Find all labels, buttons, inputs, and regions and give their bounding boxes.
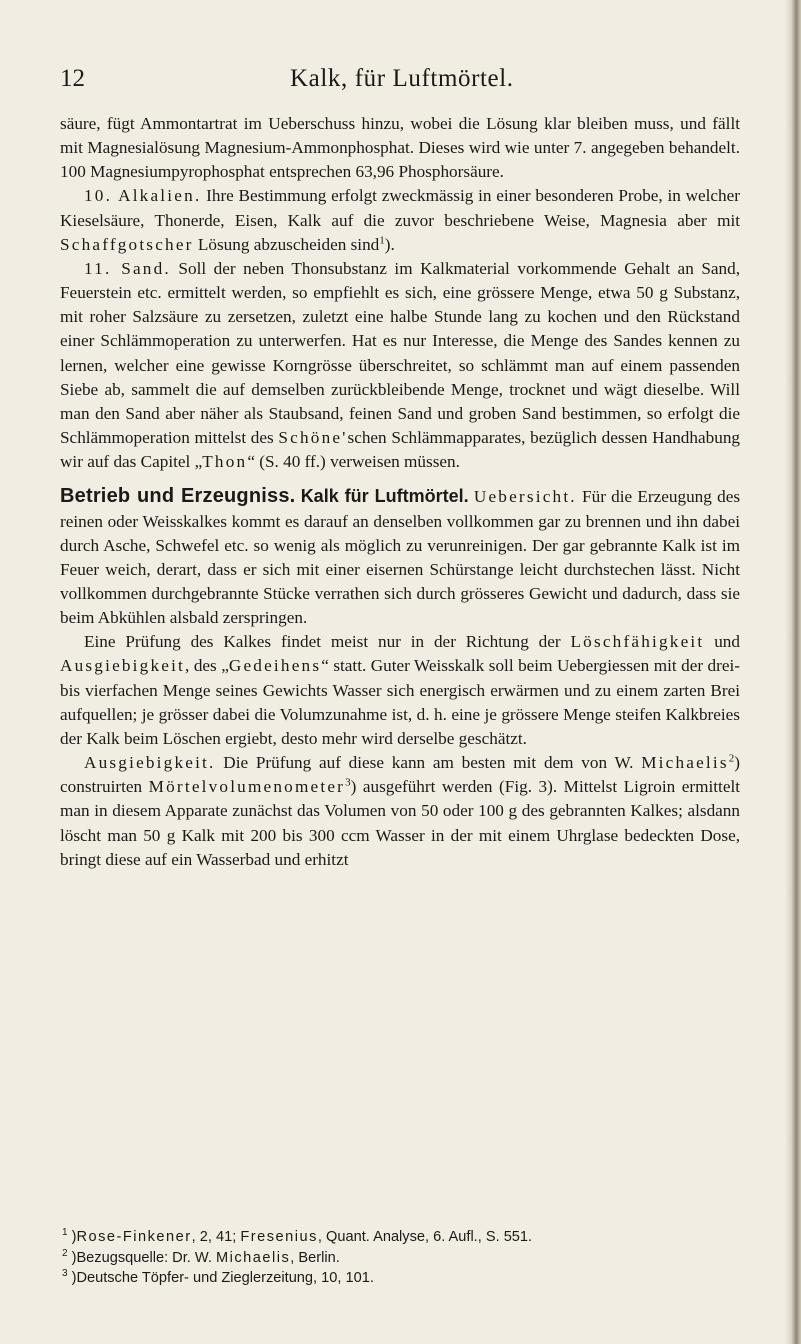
paragraph-phosphoric-acid: säure, fügt Ammontartrat im Ueberschuss hinzu, wobei die Lösung klar bleiben muss, und fällt mit Magnesialösung Magnesium-Ammonphosphat. Dieses wird wie unter 7. angegeben behandelt. 100 Magnesiumpyrophosphat entsprechen 63,96 Phosphorsäure.: [60, 114, 740, 182]
footnotes: [60, 1227, 740, 1289]
section-heading: Betrieb und Erzeugniss.: [60, 485, 296, 508]
paragraph-alkalien: 10. Alkalien. Ihre Bestimmung erfolgt zweckmässig in einer besonderen Probe, in welcher Kieselsäure, Thonerde, Eisen, Kalk auf die zuvor beschriebene Weise, Magnesia aber mit Schaffgotscher Lösung abzuscheiden sind$^1$).: [60, 186, 740, 254]
term-ausgiebigkeit: Ausgiebigkeit: [60, 656, 186, 676]
author-name: Fresenius: [240, 1229, 318, 1245]
footnote-2: $^2$ )Bezugsquelle: Dr. W. Michaelis, Berlin.: [62, 1247, 340, 1266]
chapter-name: Thon: [202, 452, 248, 472]
paragraph-ausgiebigkeit: Ausgiebigkeit. Die Prüfung auf diese kann am besten mit dem von W. Michaelis$^2$) construirten Mörtelvolumenometer$^3$) ausgeführt werden (Fig. 3). Mittelst Ligroin ermittelt man in diesem Apparate zunächst das Volumen von 50 oder 100 g des gebrannten Kalkes; alsdann löscht man 50 g Kalk mit 200 bis 300 ccm Wasser in der mit einem Uhrglase bedeckten Dose, bringt diese auf ein Wasserbad und erhitzt: [60, 752, 740, 869]
section-label-sand: 11. Sand.: [84, 258, 171, 278]
footnote-1: $^1$ )Rose-Finkener, 2, 41; Fresenius, Quant. Analyse, 6. Aufl., S. 551.: [62, 1227, 533, 1245]
author-name: Michaelis: [641, 753, 729, 773]
footnote-ref: 2: [728, 752, 735, 765]
author-name: Michaelis: [215, 1249, 291, 1266]
running-title: Kalk, für Luftmörtel.: [290, 65, 514, 92]
footnote-ref: 3: [345, 776, 351, 789]
footnote-3: $^3$ )Deutsche Töpfer- und Zieglerzeitung, 10, 101.: [62, 1268, 374, 1286]
paragraph-betrieb: Betrieb und Erzeugniss. Kalk für Luftmörtel. Uebersicht. Für die Erzeugung des reinen oder Weisskalkes kommt es darauf an denselben vollkommen gar zu brennen und ihn dabei durch Asche, Schwefel etc. so wenig als möglich zu verunreinigen. Der gar gebrannte Kalk ist im Feuer weich, derart, dass er sich mit einer eisernen Schürstange leicht durchstechen lässt. Nicht vollkommen durchgebrannte Stücke verrathen sich durch grösseres Gewicht und dadurch, dass sie beim Abkühlen alsbald zerspringen.: [60, 485, 741, 628]
author-name: Rose-Finkener: [76, 1229, 192, 1245]
section-label-ausgiebigkeit: Ausgiebigkeit.: [84, 753, 216, 773]
author-name: Schöne': [278, 428, 348, 448]
paragraph-sand: 11. Sand. Soll der neben Thonsubstanz im Kalkmaterial vorkommende Gehalt an Sand, Feuerstein etc. ermittelt werden, so empfiehlt es sich, eine grössere Menge, etwa 50 g Substanz, mit roher Salzsäure zu zersetzen, zuletzt eine halbe Stunde lang zu kochen und den Rückstand einer Schlämmoperation zu unterwerfen. Hat es nur Interesse, die Menge des Sandes kennen zu lernen, welcher eine gewisse Korngrösse überschreitet, so schlämmt man auf einem passenden Siebe ab, sammelt die auf demselben zurückbleibende Menge, trocknet und wägt dieselbe. Will man den Sand aber näher als Staubsand, feinen Sand und groben Sand bestimmen, so erfolgt die Schlämmoperation mittelst des Schöne'schen Schlämmapparates, bezüglich dessen Handhabung wir auf das Capitel „Thon“ (S. 40 ff.) verweisen müssen.: [60, 258, 741, 472]
paragraph-pruefung: Eine Prüfung des Kalkes findet meist nur in der Richtung der Löschfähigkeit und Ausgiebigkeit, des „Gedeihens“ statt. Guter Weisskalk soll beim Uebergiessen mit der drei- bis vierfachen Menge seines Gewichts Wasser sich energisch erwärmen und zu einem zarten Brei aufquellen; je grösser dabei die Volumzunahme ist, d. h. eine je grössere Menge steifen Kalkbreies der Kalk beim Löschen ergiebt, desto mehr wird derselbe geschätzt.: [60, 632, 740, 748]
body-text: [60, 112, 740, 872]
section-label-alkalien: 10. Alkalien.: [84, 186, 202, 206]
author-name: Schaffgotscher: [60, 234, 194, 254]
page-header: [60, 64, 740, 98]
page-edge-shadow: [785, 0, 801, 1344]
page-number: 12: [60, 65, 85, 92]
term-volumenometer: Mörtelvolumenometer: [148, 777, 346, 797]
term-loeschfaehigkeit: Löschfähigkeit: [570, 632, 705, 652]
footnote-ref: 1: [379, 234, 385, 247]
subsection-heading: Kalk für Luftmörtel.: [300, 486, 469, 507]
lead-word: Uebersicht.: [473, 487, 577, 507]
term-gedeihen: Gedeihens: [228, 656, 322, 676]
